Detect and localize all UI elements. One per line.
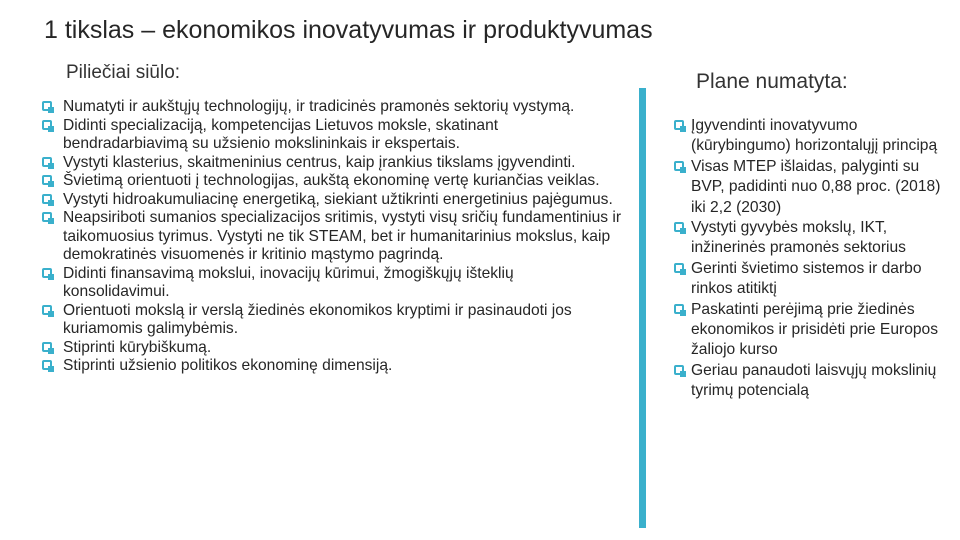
list-item: Didinti specializaciją, kompetencijas Lietuvos moksle, skatinant bendradarbiavimą su užsienio mokslininkais ir ekspertais. (42, 117, 622, 154)
list-item: Geriau panaudoti laisvųjų mokslinių tyrimų potencialą (674, 361, 944, 402)
left-column-heading: Piliečiai siūlo: (66, 62, 181, 83)
list-item: Vystyti hidroakumuliacinę energetiką, siekiant užtikrinti energetinius pajėgumus. (42, 191, 622, 210)
square-bullet-icon (42, 120, 52, 130)
right-column-heading: Plane numatyta: (696, 70, 848, 93)
list-item: Švietimą orientuoti į technologijas, aukštą ekonominę vertę kuriančias veiklas. (42, 172, 622, 191)
square-bullet-icon (42, 194, 52, 204)
square-bullet-icon (42, 305, 52, 315)
square-bullet-icon (42, 175, 52, 185)
list-item: Numatyti ir aukštųjų technologijų, ir tradicinės pramonės sektorių vystymą. (42, 98, 622, 117)
plan-items-list (674, 116, 944, 402)
list-item: Stiprinti užsienio politikos ekonominę dimensiją. (42, 357, 622, 376)
square-bullet-icon (674, 263, 684, 273)
square-bullet-icon (42, 212, 52, 222)
list-item: Visas MTEP išlaidas, palyginti su BVP, padidinti nuo 0,88 proc. (2018) iki 2,2 (2030) (674, 157, 944, 218)
list-item: Stiprinti kūrybiškumą. (42, 339, 622, 358)
list-item: Neapsiriboti sumanios specializacijos sritimis, vystyti visų sričių fundamentinius ir taikomuosius tyrimus. Vystyti ne tik STEAM, bet ir humanitarinius mokslus, kaip demokratinės visuomenės ir kritinio mąstymo pagrindą. (42, 209, 622, 265)
list-item: Vystyti klasterius, skaitmeninius centrus, kaip įrankius tikslams įgyvendinti. (42, 154, 622, 173)
square-bullet-icon (674, 161, 684, 171)
list-item: Paskatinti perėjimą prie žiedinės ekonomikos ir prisidėti prie Europos žaliojo kurso (674, 300, 944, 361)
square-bullet-icon (42, 268, 52, 278)
vertical-divider (639, 88, 646, 528)
list-item: Įgyvendinti inovatyvumo (kūrybingumo) horizontalųjį principą (674, 116, 944, 157)
square-bullet-icon (42, 360, 52, 370)
page-title: 1 tikslas – ekonomikos inovatyvumas ir produktyvumas (44, 16, 653, 44)
square-bullet-icon (42, 157, 52, 167)
square-bullet-icon (674, 304, 684, 314)
square-bullet-icon (674, 365, 684, 375)
citizens-proposals-list (42, 98, 622, 376)
list-item: Orientuoti mokslą ir verslą žiedinės ekonomikos kryptimi ir pasinaudoti jos kuriamomis galimybėmis. (42, 302, 622, 339)
square-bullet-icon (674, 120, 684, 130)
list-item: Gerinti švietimo sistemos ir darbo rinkos atitiktį (674, 259, 944, 300)
square-bullet-icon (42, 101, 52, 111)
list-item: Didinti finansavimą mokslui, inovacijų kūrimui, žmogiškųjų išteklių konsolidavimui. (42, 265, 622, 302)
list-item: Vystyti gyvybės mokslų, IKT, inžinerinės pramonės sektorius (674, 218, 944, 259)
square-bullet-icon (674, 222, 684, 232)
square-bullet-icon (42, 342, 52, 352)
